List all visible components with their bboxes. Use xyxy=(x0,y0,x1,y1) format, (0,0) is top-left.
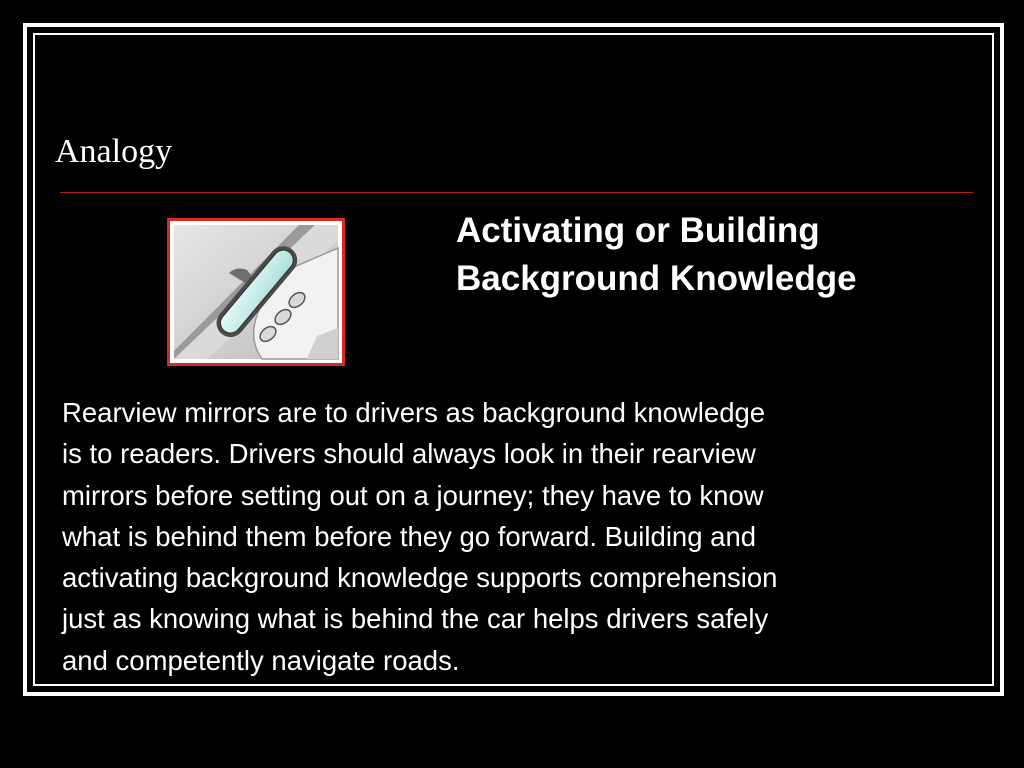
title-divider xyxy=(60,192,973,193)
slide-title: Analogy xyxy=(55,133,173,170)
body-line: activating background knowledge supports comprehension xyxy=(62,562,778,594)
rearview-mirror-icon xyxy=(167,218,345,366)
subtitle-line: Background Knowledge xyxy=(456,259,857,298)
body-line: just as knowing what is behind the car helps drivers safely xyxy=(62,603,769,635)
body-line: Rearview mirrors are to drivers as background knowledge xyxy=(62,397,766,428)
body-paragraph xyxy=(62,392,972,681)
body-line: mirrors before setting out on a journey; they have to know xyxy=(62,479,764,511)
subtitle-line: Activating or Building xyxy=(456,211,820,250)
body-line: what is behind them before they go forward. Building and xyxy=(62,520,757,552)
body-line: is to readers. Drivers should always look in their rearview xyxy=(62,438,756,470)
slide-subtitle xyxy=(456,207,857,303)
body-line: and competently navigate roads. xyxy=(62,644,460,676)
